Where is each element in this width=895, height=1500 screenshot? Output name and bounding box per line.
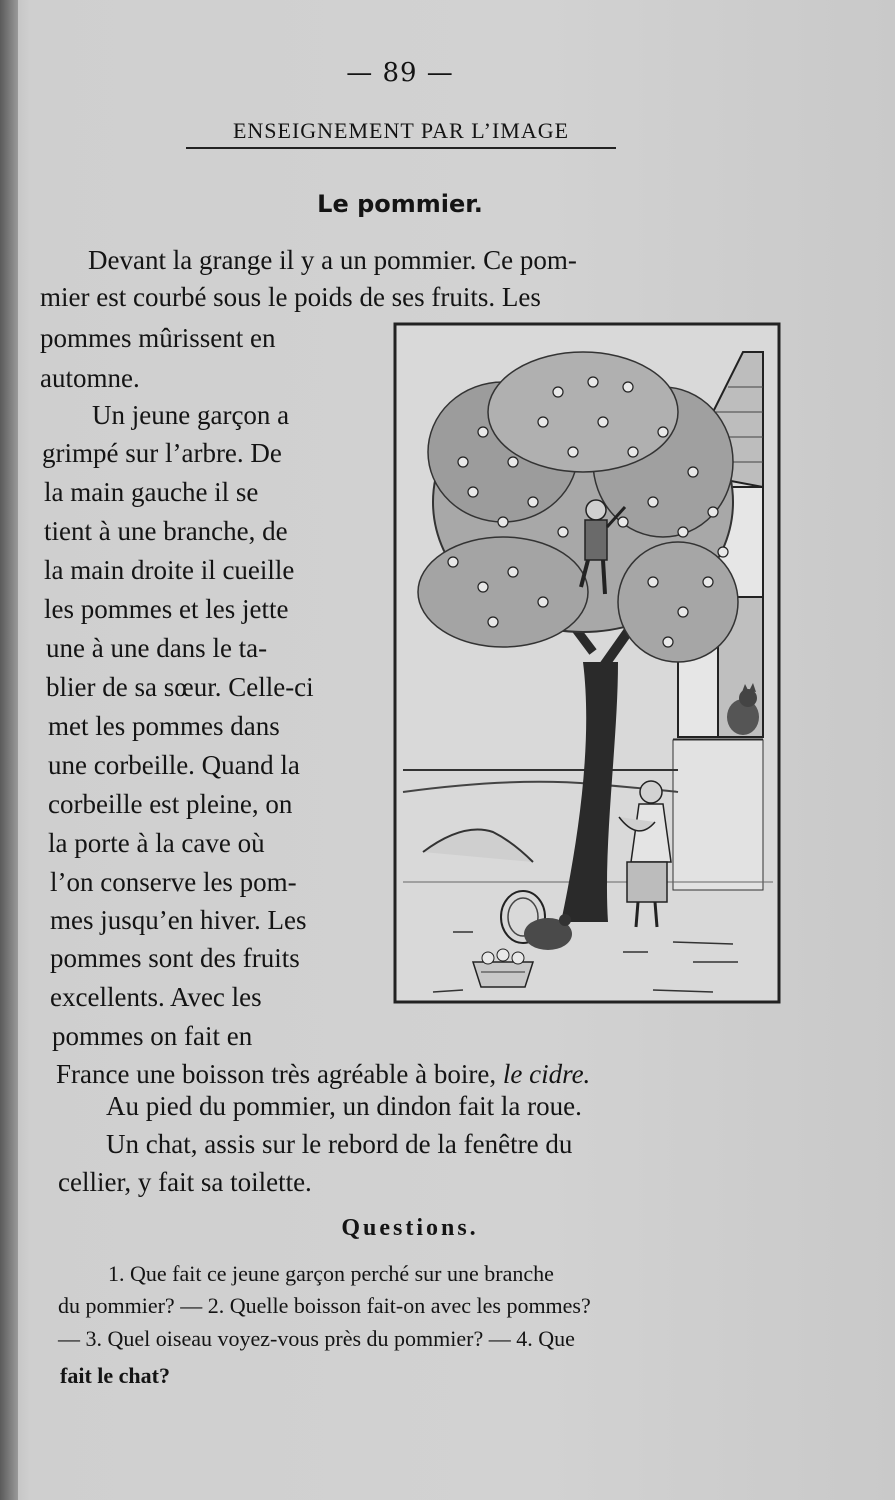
- paragraph-line: Un jeune garçon a: [92, 400, 290, 430]
- paragraph-line: excellents. Avec les: [50, 982, 262, 1012]
- question-line: — 3. Quel oiseau voyez-vous près du pommier? — 4. Que: [58, 1326, 575, 1351]
- paragraph-line: une à une dans le ta-: [46, 633, 268, 663]
- book-binding: [0, 0, 18, 1500]
- paragraph-line: la porte à la cave où: [48, 828, 265, 858]
- section-title: ENSEIGNEMENT PAR L’IMAGE: [186, 118, 616, 149]
- paragraph-line-cidre: [56, 1058, 590, 1090]
- paragraph-line: pommes on fait en: [52, 1021, 253, 1051]
- cidre-word: le cidre.: [502, 1059, 591, 1089]
- apple-tree-illustration: [393, 322, 781, 1004]
- paragraph-line: pommes mûrissent en: [40, 323, 276, 353]
- paragraph-line: la main droite il cueille: [44, 555, 295, 585]
- lesson-title: Le pommier.: [317, 190, 483, 218]
- paragraph-line: pommes sont des fruits: [50, 943, 300, 973]
- cidre-line-prefix: France une boisson très agréable à boire,: [56, 1059, 503, 1089]
- paragraph-line: une corbeille. Quand la: [48, 750, 300, 780]
- paragraph-line: les pommes et les jette: [44, 594, 289, 624]
- paragraph-line: mes jusqu’en hiver. Les: [50, 905, 307, 935]
- paragraph-line: blier de sa sœur. Celle-ci: [46, 672, 314, 702]
- paragraph-line: grimpé sur l’arbre. De: [42, 438, 282, 468]
- question-line: fait le chat?: [60, 1363, 170, 1388]
- question-line: du pommier? — 2. Quelle boisson fait-on avec les pommes?: [58, 1293, 591, 1318]
- paragraph-line: mier est courbé sous le poids de ses fruits. Les: [40, 282, 541, 312]
- paragraph-line: Au pied du pommier, un dindon fait la roue.: [106, 1091, 582, 1121]
- questions-title: Questions.: [341, 1215, 479, 1241]
- paragraph-line: Un chat, assis sur le rebord de la fenêtre du: [106, 1129, 573, 1159]
- paragraph-line: automne.: [40, 363, 140, 393]
- paragraph-line: cellier, y fait sa toilette.: [58, 1167, 312, 1197]
- paragraph-line: la main gauche il se: [44, 477, 259, 507]
- page-number: — 89 —: [346, 58, 454, 88]
- paragraph-line: Devant la grange il y a un pommier. Ce pom-: [88, 245, 577, 275]
- paragraph-line: corbeille est pleine, on: [48, 789, 293, 819]
- paragraph-line: met les pommes dans: [48, 711, 280, 741]
- paragraph-line: l’on conserve les pom-: [50, 867, 297, 897]
- question-line: 1. Que fait ce jeune garçon perché sur une branche: [108, 1261, 554, 1286]
- paragraph-line: tient à une branche, de: [44, 516, 288, 546]
